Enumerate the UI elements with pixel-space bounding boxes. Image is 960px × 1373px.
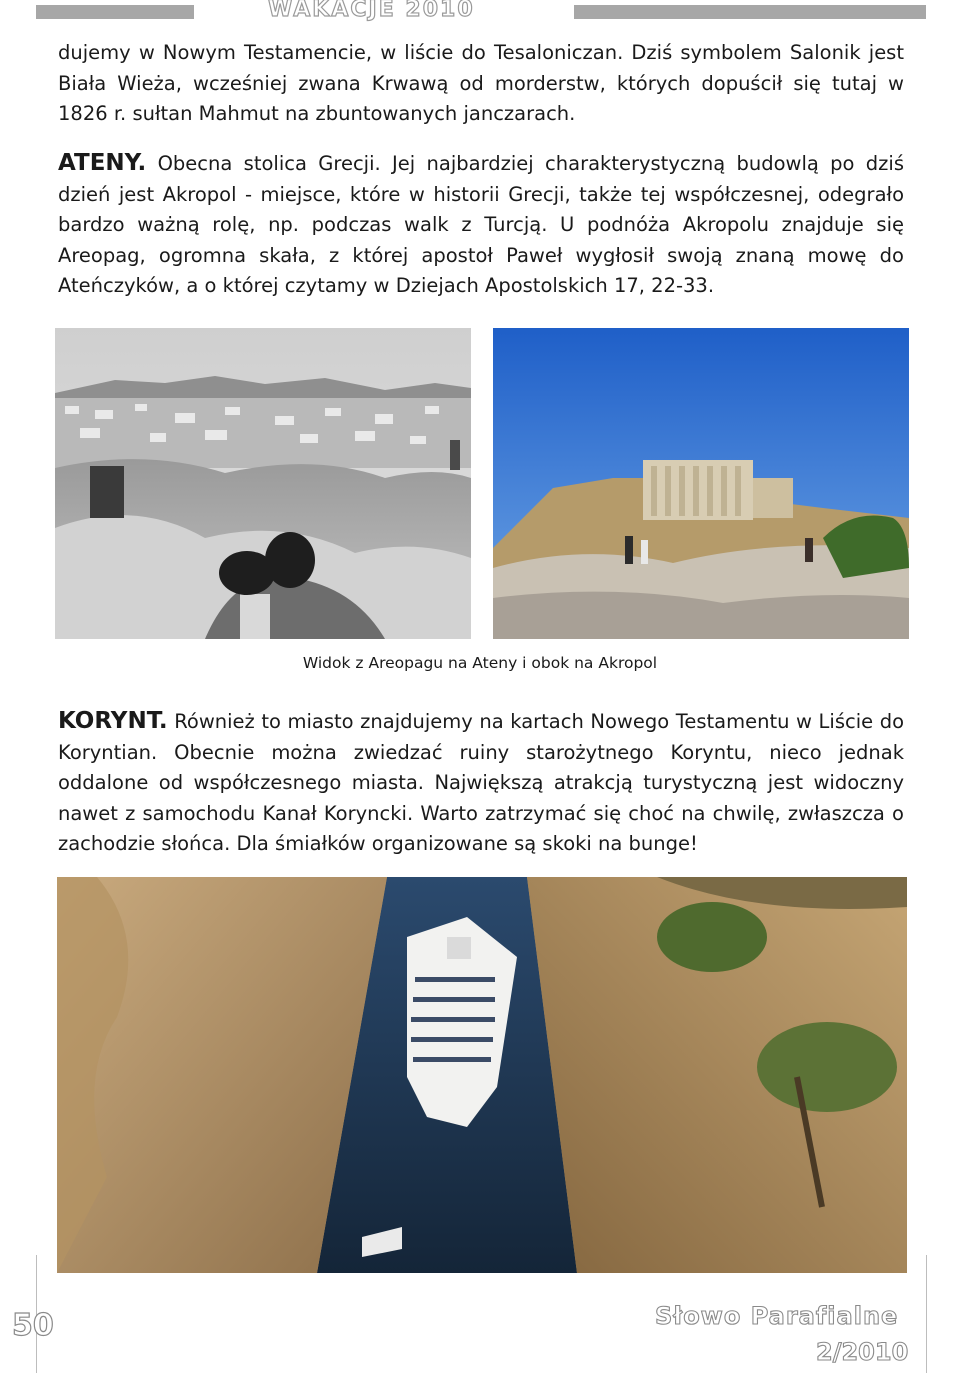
paragraph-corinth: [58, 706, 904, 860]
athens-view-image: [55, 328, 471, 639]
photo-acropolis: [493, 328, 909, 639]
issue-number: 2/2010: [816, 1338, 909, 1366]
paragraph-athens: [58, 148, 904, 302]
section-title: WAKACJE 2010: [268, 0, 475, 22]
header-bar-left: [36, 5, 194, 19]
photo-corinth-canal: [57, 877, 907, 1273]
header-bar-right: [574, 5, 926, 19]
paragraph-thessaloniki: dujemy w Nowym Testamencie, w liście do Tesaloniczan. Dziś symbolem Salonik jest Biała Wieża, wcześniej zwana Krwawą od morderstw, których dopuścił się tutaj w 1826 r. sułtan Mahmut na zbuntowanych janczarach.: [58, 41, 904, 125]
page-number: 50: [12, 1308, 54, 1343]
magazine-title: Słowo Parafialne: [655, 1302, 899, 1330]
crop-mark-right: [926, 1255, 927, 1373]
heading-athens: ATENY.: [58, 150, 147, 176]
paragraph-athens-text: Obecna stolica Grecji. Jej najbardziej charakterystyczną budowlą po dziś dzień jest Akropol - miejsce, które w historii Grecji, także tej współczesnej, odegrało bardzo ważną rolę, np. podczas walk z Turcją. U podnóża Akropolu znajduje się Areopag, ogromna skała, z której apostoł Paweł wygłosił swoją znaną mowę do Ateńczyków, a o której czytamy w Dziejach Apostolskich 17, 22-33.: [58, 152, 904, 297]
paragraph-corinth-text: Również to miasto znajdujemy na kartach Nowego Testamentu w Liście do Koryntian. Obecnie można zwiedzać ruiny starożytnego Koryntu, nieco jednak oddalone od współczesnego miasta. Największą atrakcją turystyczną jest widoczny nawet z samochodu Kanał Koryncki. Warto zatrzymać się choć na chwilę, zwłaszcza o zachodzie słońca. Dla śmiałków organizowane są skoki na bunge!: [58, 710, 904, 855]
acropolis-image: [493, 328, 909, 639]
photo-athens-view: [55, 328, 471, 639]
photo-caption: Widok z Areopagu na Ateny i obok na Akropol: [302, 654, 658, 672]
heading-corinth: KORYNT.: [58, 708, 168, 734]
corinth-canal-image: [57, 877, 907, 1273]
